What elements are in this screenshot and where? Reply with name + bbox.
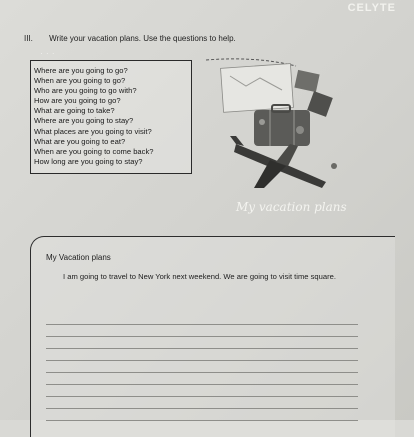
card-title: My Vacation plans [46,253,111,262]
vacation-illustration [186,56,346,206]
writing-line[interactable] [46,385,358,397]
question-item: What are you going to eat? [34,136,126,146]
map-icon [221,64,333,117]
question-item: Who are you going to go with? [34,86,137,96]
writing-line[interactable] [46,313,358,325]
question-item: How are you going to go? [34,96,121,106]
exercise-instruction [24,34,236,43]
question-item: Where are you going to stay? [34,116,134,126]
exercise-number: III. [24,34,33,43]
question-item: When are you going to come back? [34,146,154,156]
writing-line[interactable] [46,397,358,409]
question-item: How long are you going to stay? [34,156,143,166]
writing-line[interactable] [46,349,358,361]
suitcase-icon [254,105,310,146]
illustration-caption: My vacation plans [236,200,347,214]
brand-logo: CELYTE [347,2,396,14]
question-list [34,66,153,167]
writing-line[interactable] [46,325,358,337]
question-item: What are going to take? [34,106,115,116]
writing-line[interactable] [46,409,358,421]
answer-lines [46,313,358,421]
question-item: Where are you going to go? [34,66,128,75]
card-sample-text: I am going to travel to New York next weekend. We are going to visit time square. [63,272,336,281]
writing-line[interactable] [46,337,358,349]
background-ghost-text: · · · [40,48,55,58]
question-item: What places are you going to visit? [34,126,152,136]
instruction-text: Write your vacation plans. Use the questions to help. [49,34,236,43]
question-item: When are you going to go? [34,76,126,86]
writing-line[interactable] [46,361,358,373]
writing-line[interactable] [46,373,358,385]
